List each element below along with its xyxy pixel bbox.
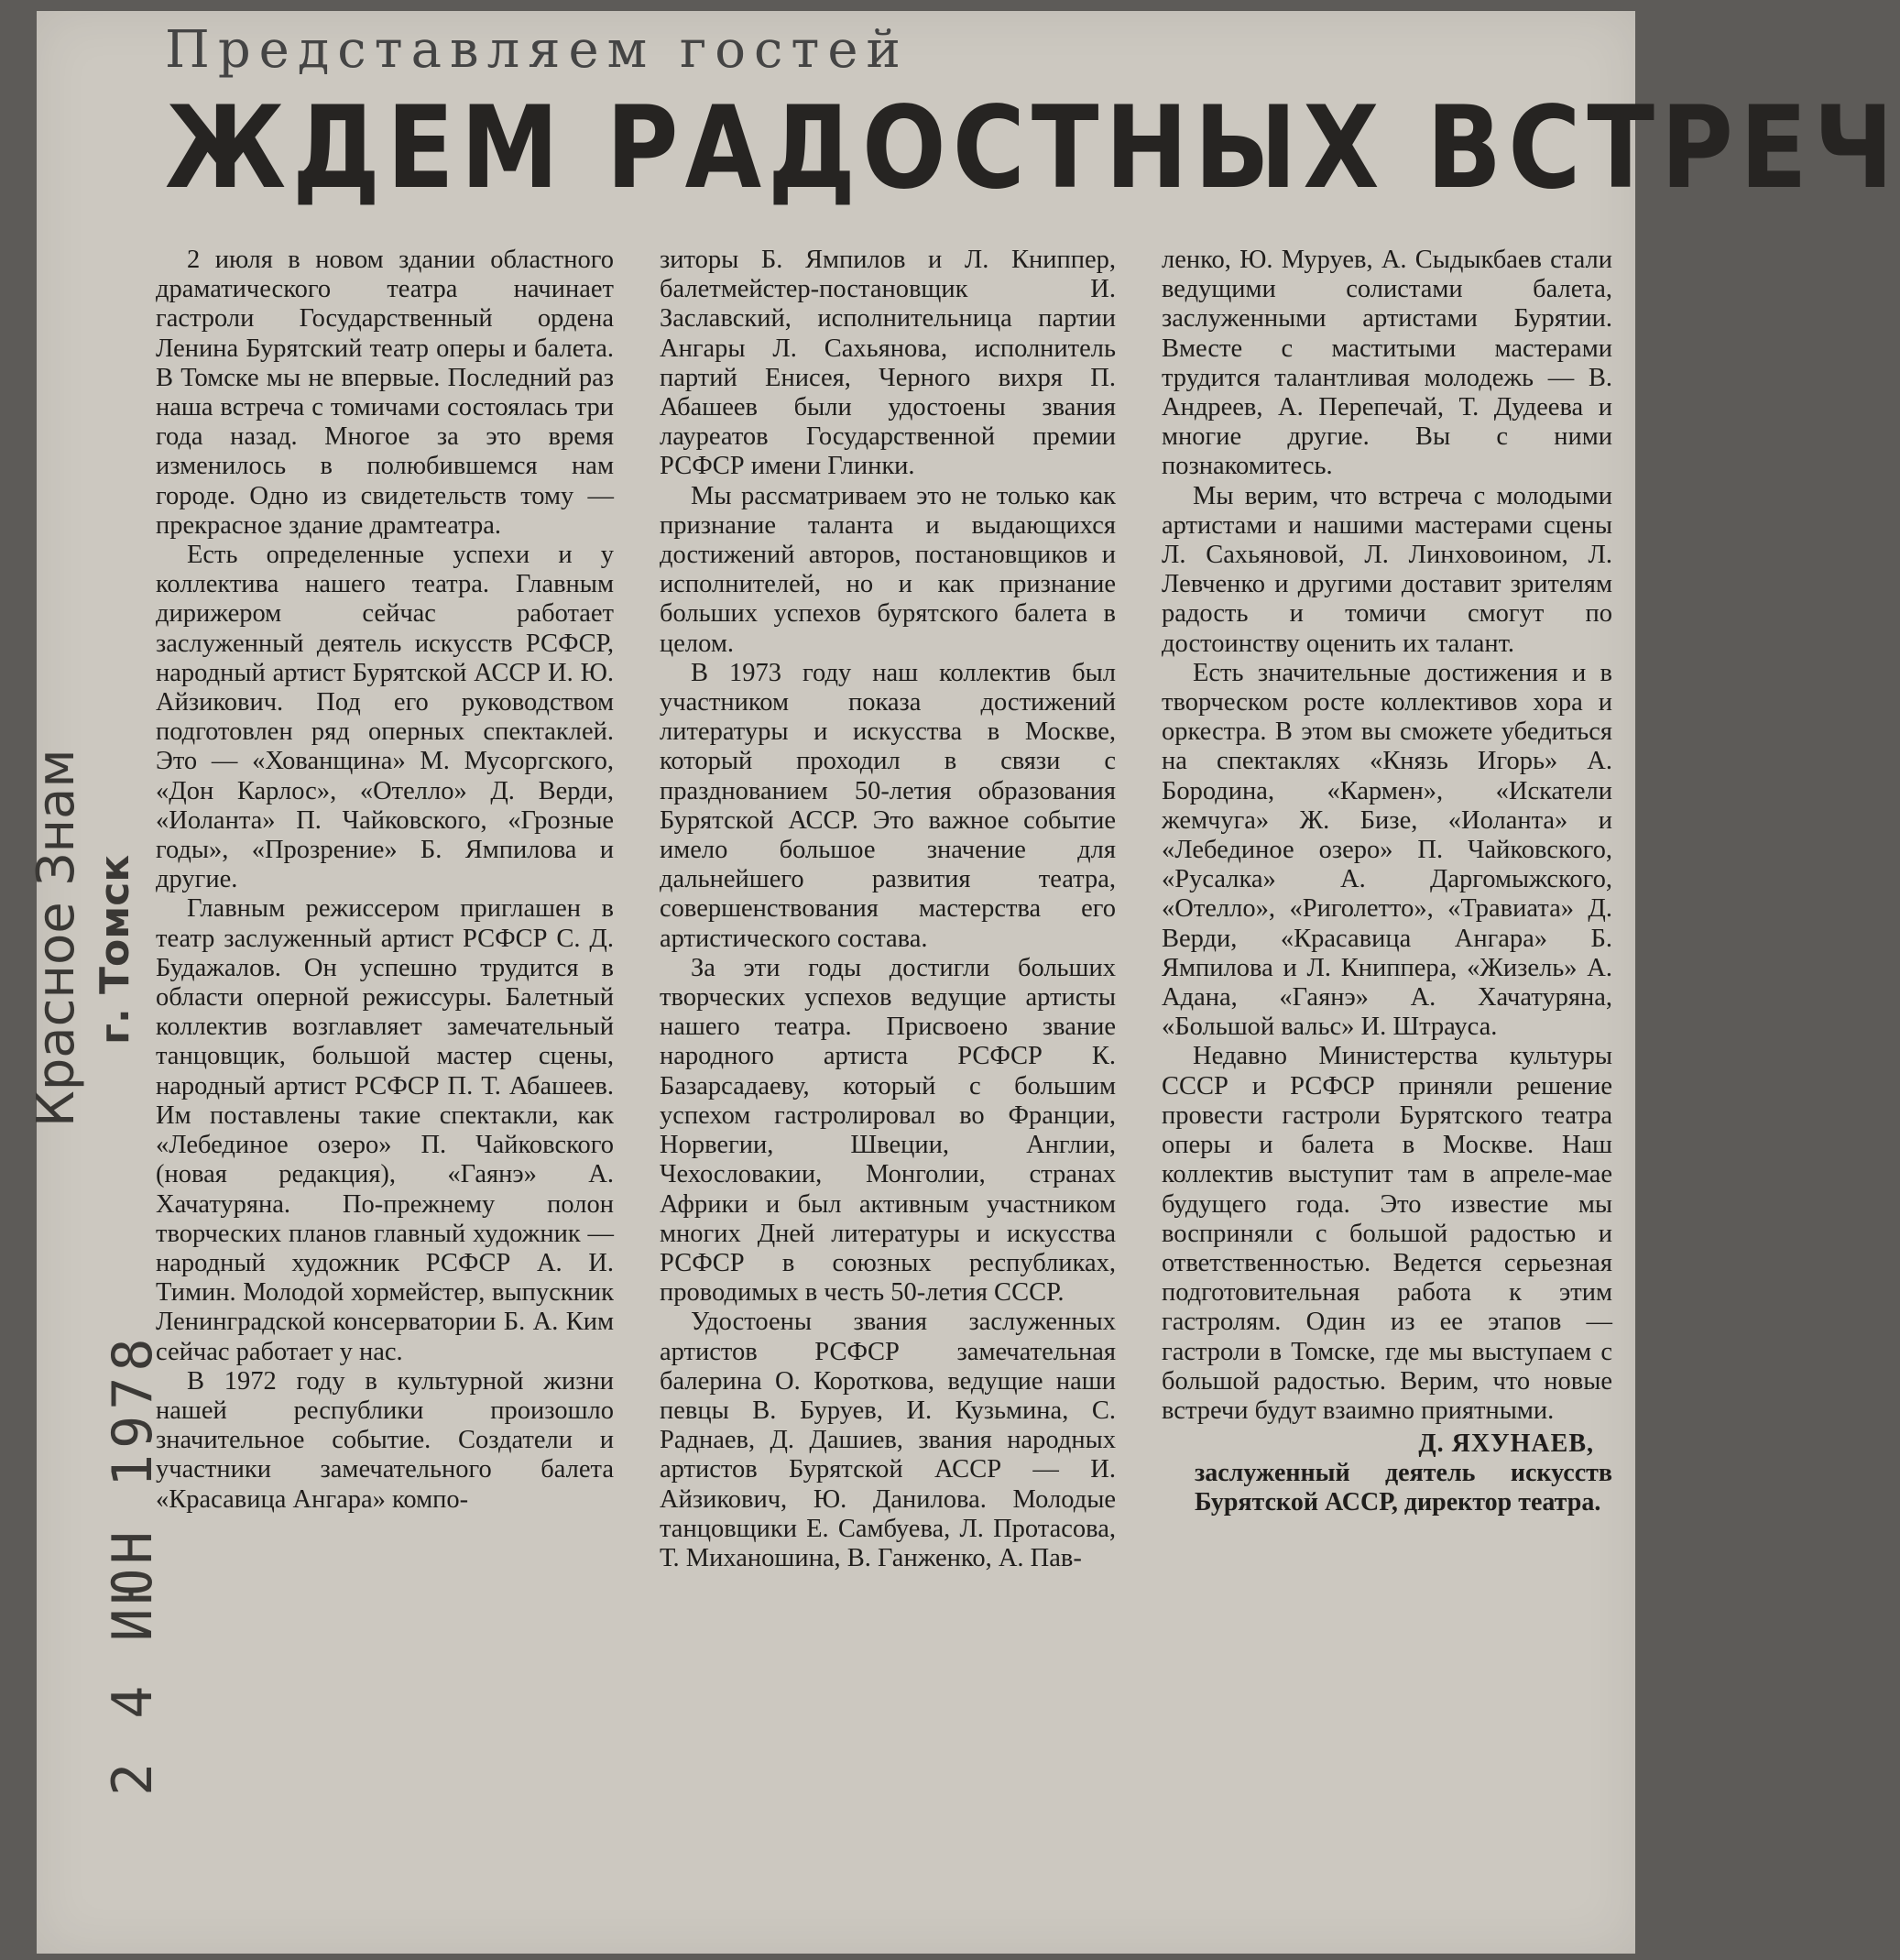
paragraph: Есть определенные успехи и у коллектива нашего театра. Главным дирижером сейчас работает заслуженный деятель искусств РСФСР, народный артист Бурятской АССР И. Ю. Айзикович. Под его руководством подготовлен ряд оперных спектаклей. Это — «Хованщина» М. Мусоргского, «Дон Карлос», «Отелло» Д. Верди, «Иоланта» П. Чайковского, «Грозные годы», «Прозрение» Б. Ямпилова и другие.	[156, 541, 614, 894]
headline: ЖДЕМ РАДОСТНЫХ ВСТРЕЧ	[165, 82, 1900, 214]
rubric-kicker: Представляем гостей	[165, 20, 909, 80]
paragraph: ленко, Ю. Муруев, А. Сыдыкбаев стали ведущими солистами балета, заслуженными артистами Бурятии. Вместе с маститыми мастерами трудится талантливая молодежь — В. Андреев, А. Перепечай, Т. Дудеева и многие другие. Вы с ними познакомитесь.	[1162, 246, 1612, 481]
paragraph: В 1973 году наш коллектив был участником показа достижений литературы и искусства в Москве, который проходил в связи с празднованием 50-летия образования Бурятской АССР. Это важное событие имело большое значение для дальнейшего развития театра, совершенствования мастерства его артистического состава.	[660, 658, 1116, 953]
article-column-1	[156, 246, 614, 1515]
source-city: г. Томск	[92, 854, 138, 1045]
paragraph: В 1972 году в культурной жизни нашей республики произошло значительное событие. Создатели и участники замечательного балета «Красавица Ангара» компо-	[156, 1366, 614, 1514]
source-newspaper: Красное Знам	[27, 749, 86, 1127]
paragraph: зиторы Б. Ямпилов и Л. Книппер, балетмейстер-постановщик И. Заславский, исполнительница партии Ангары Л. Сахьянова, исполнитель партий Енисея, Черного вихря П. Абашеев были удостоены звания лауреатов Государственной премии РСФСР имени Глинки.	[660, 246, 1116, 481]
author-title: заслуженный деятель искусств Бурятской АССР, директор театра.	[1195, 1459, 1612, 1517]
paragraph: Есть значительные достижения и в творческом росте коллективов хора и оркестра. В этом вы сможете убедиться на спектаклях «Князь Игорь» А. Бородина, «Кармен», «Искатели жемчуга» Ж. Бизе, «Иоланта» и «Лебединое озеро» П. Чайковского, «Русалка» А. Даргомыжского, «Отелло», «Риголетто», «Травиата» Д. Верди, «Красавица Ангара» Б. Ямпилова и Л. Книппера, «Жизель» А. Адана, «Гаянэ» А. Хачатуряна, «Большой вальс» И. Штрауса.	[1162, 658, 1612, 1042]
source-stamp	[27, 749, 145, 1127]
paragraph: Удостоены звания заслуженных артистов РСФСР замечательная балерина О. Короткова, ведущие наши певцы В. Буруев, И. Кузьмина, С. Раднаев, Д. Дашиев, звания народных артистов Бурятской АССР — И. Айзикович, Ю. Данилова. Молодые танцовщики Е. Самбуева, Л. Протасова, Т. Миханошина, В. Ганженко, А. Пав-	[660, 1308, 1116, 1572]
paragraph: Мы верим, что встреча с молодыми артистами и нашими мастерами сцены Л. Сахьяновой, Л. Линховоином, Л. Левченко и другими доставит зрителям радость и томичи смогут по достоинству оценить их талант.	[1162, 481, 1612, 658]
author-name: Д. ЯХУНАЕВ,	[1418, 1429, 1594, 1459]
paragraph: Недавно Министерства культуры СССР и РСФСР приняли решение провести гастроли Бурятского театра оперы и балета в Москве. Наш коллектив выступит там в апреле-мае будущего года. Это известие мы восприняли с большой радостью и ответственностью. Ведется серьезная подготовительная работа к этим гастролям. Один из ее этапов — гастроли в Томске, где мы выступаем с большой радостью. Верим, что новые встречи будут взаимно приятными.	[1162, 1042, 1612, 1425]
paragraph: За эти годы достигли больших творческих успехов ведущие артисты нашего театра. Присвоено звание народного артиста РСФСР К. Базарсадаеву, который с большим успехом гастролировал во Франции, Норвегии, Швеции, Англии, Чехословакии, Монголии, странах Африки и был активным участником многих Дней литературы и искусства РСФСР в союзных республиках, проводимых в честь 50-летия СССР.	[660, 953, 1116, 1308]
article-column-3	[1162, 246, 1612, 1517]
paragraph: Мы рассматриваем это не только как признание таланта и выдающихся достижений авторов, постановщиков и исполнителей, но и как признание больших успехов бурятского балета в целом.	[660, 481, 1116, 658]
paragraph: Главным режиссером приглашен в театр заслуженный артист РСФСР С. Д. Будажалов. Он успешно трудится в области оперной режиссуры. Балетный коллектив возглавляет замечательный танцовщик, большой мастер сцены, народный артист РСФСР П. Т. Абашеев. Им поставлены такие спектакли, как «Лебединое озеро» П. Чайковского (новая редакция), «Гаянэ» А. Хачатуряна. По-прежнему полон творческих планов главный художник — народный художник РСФСР А. И. Тимин. Молодой хормейстер, выпускник Ленинградской консерватории Б. А. Ким сейчас работает у нас.	[156, 894, 614, 1366]
author-signature	[1162, 1429, 1612, 1517]
date-stamp: 2 4 ИЮН 1978	[101, 1332, 165, 1796]
paragraph: 2 июля в новом здании областного драматического театра начинает гастроли Государственный ордена Ленина Бурятский театр оперы и балета. В Томске мы не впервые. Последний раз наша встреча с томичами состоялась три года назад. Многое за это время изменилось в полюбившемся нам городе. Одно из свидетельств тому — прекрасное здание драмтеатра.	[156, 246, 614, 540]
article-column-2	[660, 246, 1116, 1573]
